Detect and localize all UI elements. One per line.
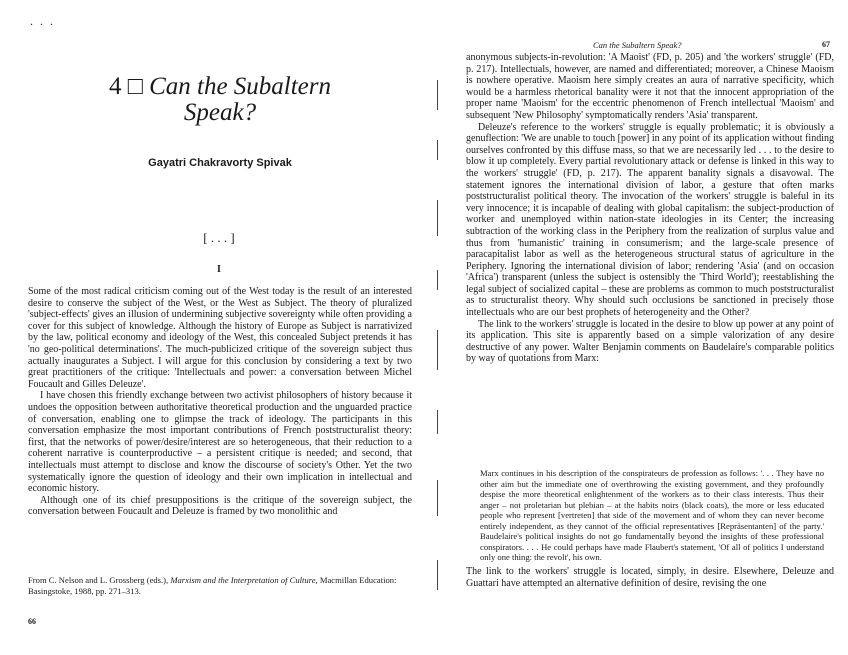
footnote-suffix: Macmillan Education: Basingstoke, 1988, pp. 271–313. (28, 575, 397, 596)
paragraph: Deleuze's reference to the workers' struggle is equally problematic; it is obviously a genuflection: 'We are unable to touch [power] in any point of its application without finding ourselves confronted by this diffuse mass, so that we are necessarily led . . . to the desire to blow it up completely. Every partial revolutionary attack or defense is linked in this way to the workers' struggle' (FD, p. 217). The apparent banality signals a disavowal. The statement ignores the international division of labor, a gesture that often marks poststructuralist political theory. The invocation of the workers' struggle is baleful in its very innocence; it is incapable of dealing with global capitalism: the subject-production of worker and unemployed within nation-state ideologies in its Center; the increasing subtraction of the working class in the Periphery from the realization of surplus value and thus from 'humanistic' training in consumerism; and the large-scale presence of paracapitalist labor as well as the heterogeneous structural status of agriculture in the Periphery. Ignoring the international division of labor; rendering 'Asia' (and on occasion 'Africa') transparent (unless the subject is ostensibly the 'Third World'); reestablishing the legal subject of socialized capital – these are problems as common to much poststructuralist as to structuralist theory. Why should such occlusions be sanctioned in precisely those intellectuals who are our best prophets of heterogeneity and the Other? (466, 121, 834, 319)
paragraph: Some of the most radical criticism coming out of the West today is the result of an interested desire to conserve the subject of the West, or the West as Subject. The theory of pluralized 'subject-effects' gives an illusion of undermining subjective sovereignty while often providing a cover for this subject of knowledge. Although the history of Europe as Subject is narrativized by the law, political economy and ideology of the West, this concealed Subject pretends it has 'no geo-political determinations'. The much-publicized critique of the sovereign subject thus actually inaugurates a Subject. I will argue for this conclusion by considering a text by two great practitioners of the critique: 'Intellectuals and power: a conversation between Michel Foucault and Gilles Deleuze'. (28, 286, 412, 390)
page-marks: . . . (30, 14, 55, 28)
footnote-prefix: From C. Nelson and L. Grossberg (eds.), (28, 575, 171, 585)
right-body-continued (466, 566, 834, 589)
paragraph: I have chosen this friendly exchange between two activist philosophers of history because it undoes the opposition between authoritative theoretical production and the unguarded practice of conversation, enabling one to glimpse the track of ideology. The participants in this conversation emphasize the most important contributions of French poststructuralist theory: first, that the networks of power/desire/interest are so heterogeneous, that their reduction to a coherent narrative is counterproductive – a persistent critique is needed; and second, that intellectuals must attempt to disclose and know the discourse of society's Other. Yet the two systematically ignore the question of ideology and their own implication in intellectual and economic history. (28, 390, 412, 495)
chapter-title (60, 74, 380, 126)
running-head: Can the Subaltern Speak? (593, 40, 682, 50)
page-number-left: 66 (28, 617, 36, 626)
paragraph: The link to the workers' struggle is located in the desire to blow up power at any point of its application. This site is apparently based on a simple valorization of any desire destructive of any power. Walter Benjamin comments on Baudelaire's comparable politics by way of quotations from Marx: (466, 318, 834, 365)
right-page (438, 0, 848, 655)
paragraph: Although one of its chief presuppositions is the critique of the sovereign subject, the conversation between Foucault and Deleuze is framed by two monolithic and (28, 494, 412, 518)
source-footnote (28, 575, 412, 597)
page-number-right: 67 (822, 40, 830, 49)
omission-mark: [ . . . ] (203, 230, 235, 245)
paragraph: anonymous subjects-in-revolution: 'A Maoist' (FD, p. 205) and 'the workers' struggle' (FD, p. 217). Intellectuals, however, are named and differentiated; moreover, a Chinese Maoism is nowhere operative. Maoism here simply creates an aura of narrative specificity, which would be a harmless rhetorical banality were it not that the innocent appropriation of the proper name 'Maoism' for the eccentric phenomenon of French intellectual 'Maoism' and subsequent 'New Philosophy' symptomatically renders 'Asia' transparent. (466, 52, 834, 121)
title-line-1: Can the Subaltern (149, 73, 332, 100)
left-body-text (28, 286, 412, 518)
right-body-text (466, 52, 834, 365)
footnote-book-title: Marxism and the Interpretation of Culture, (170, 575, 318, 585)
section-number: I (217, 264, 221, 275)
author-name: Gayatri Chakravorty Spivak (148, 157, 292, 169)
paragraph: The link to the workers' struggle is located, simply, in desire. Elsewhere, Deleuze and Guattari have attempted an alternative definition of desire, revising the one (466, 566, 834, 589)
title-line-2: Speak? (183, 99, 257, 126)
block-quotation: Marx continues in his description of the conspirateurs de profession as follows: '. . . They have no other aim but the immediate one of overthrowing the existing government, and they profoundly despise the more theoretical enlightenment of the workers as to their class interests. Thus their anger – not proletarian but plebian – at the habits noirs (black coats), the more or less educated people who represent [vertreten] that side of the movement and of whom they can never become entirely independent, as they cannot of the official representatives [Repräsentanten] of the party.' Baudelaire's political insights do not go fundamentally beyond the insights of these professional conspirators. . . . He could perhaps have made Flaubert's statement, 'Of all of politics I understand only one thing: the revolt', his own. (480, 468, 824, 562)
chapter-number: 4 □ (108, 73, 143, 100)
